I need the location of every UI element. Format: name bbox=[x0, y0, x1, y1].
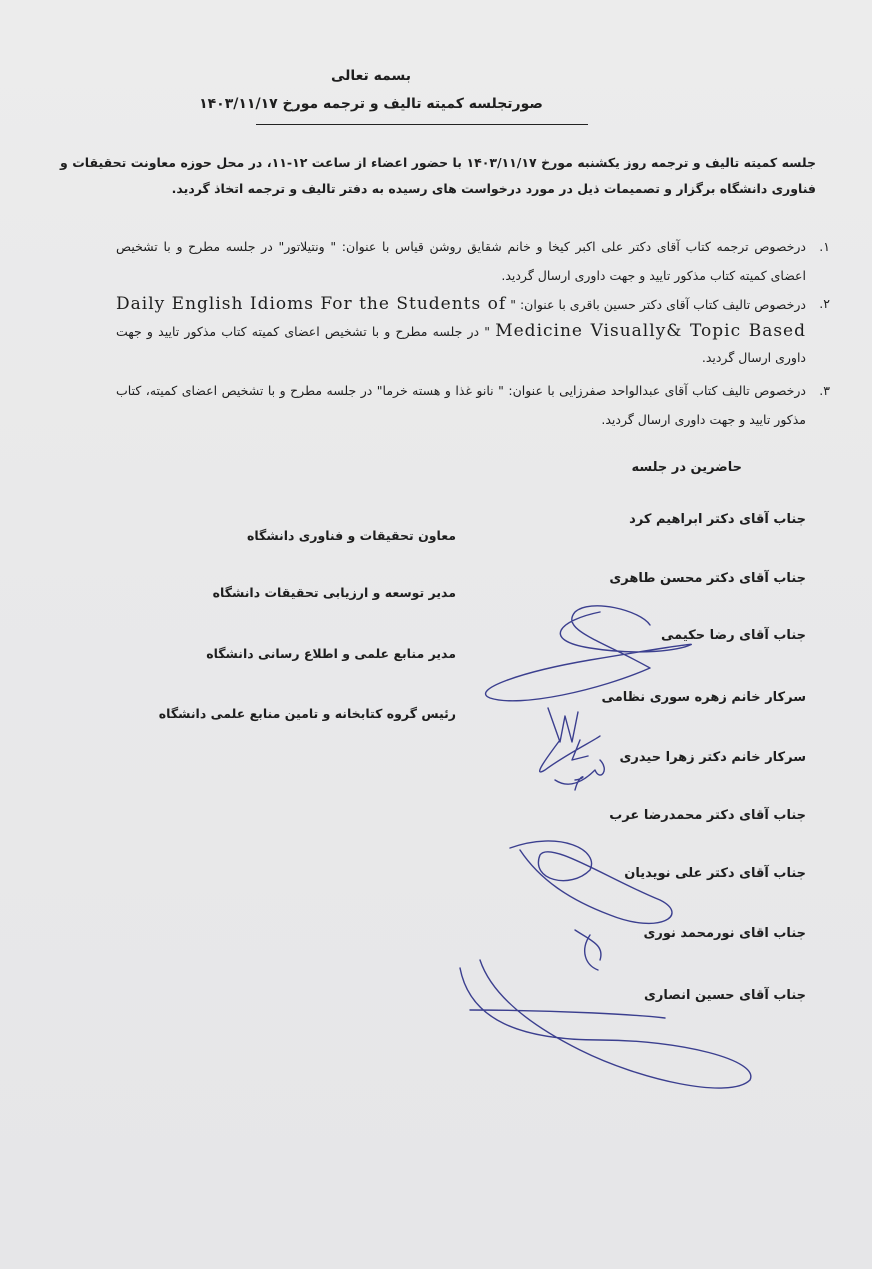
signature-ansari bbox=[460, 960, 751, 1088]
attendee-role: رئیس گروه کتابخانه و تامین منابع علمی دانشگاه bbox=[158, 706, 456, 721]
signature-navidian bbox=[510, 841, 672, 923]
list-item-1 bbox=[116, 232, 830, 290]
page-subtitle: صورتجلسه کمیته تالیف و ترجمه مورخ ۱۴۰۳/۱۱/۱۷ bbox=[199, 96, 543, 112]
attendee-name: جناب آقای دکتر علی نویدیان bbox=[624, 866, 806, 881]
signature-hakimi bbox=[486, 606, 692, 701]
item-text: درخصوص تالیف کتاب آقای عبدالواحد صفرزایی با عنوان: " نانو غذا و هسته خرما" در جلسه مطرح و با تشخیص اعضای کمیته، کتاب مذکور تایید و جهت داوری ارسال گردید. bbox=[116, 383, 806, 427]
item-latin-title: Daily English Idioms For the Students of Medicine Visually& Topic Based bbox=[116, 294, 807, 341]
attendee-role: مدیر منابع علمی و اطلاع رسانی دانشگاه bbox=[206, 646, 456, 661]
attendee-name: سرکار خانم دکتر زهرا حیدری bbox=[619, 750, 806, 765]
attendee-role: معاون تحقیقات و فناوری دانشگاه bbox=[246, 528, 456, 543]
attendee-name: سرکار خانم زهره سوری نظامی bbox=[601, 690, 806, 705]
signature-nouri bbox=[575, 930, 601, 970]
item-text-after: " در جلسه مطرح و با تشخیص اعضای کمیته کتاب مذکور تایید و جهت داوری ارسال گردید. bbox=[116, 324, 806, 365]
page-title: بسمه تعالی bbox=[330, 68, 412, 84]
signature-souri bbox=[540, 708, 600, 772]
attendee-name: جناب اقای نورمحمد نوری bbox=[643, 926, 806, 941]
item-number: ۲. bbox=[819, 296, 830, 311]
signature-heydari bbox=[555, 760, 604, 790]
attendee-name: جناب آقای دکتر محسن طاهری bbox=[609, 571, 806, 586]
attendee-name: جناب آقای دکتر محمدرضا عرب bbox=[609, 808, 806, 823]
attendees-heading: حاضرین در جلسه bbox=[631, 460, 742, 475]
subtitle-underline bbox=[256, 124, 588, 125]
item-number: ۱. bbox=[819, 239, 830, 254]
intro-paragraph: جلسه کمیته تالیف و ترجمه روز یکشنبه مورخ ۱۴۰۳/۱۱/۱۷ با حضور اعضاء از ساعت ۱۲-۱۱، در محل حوزه معاونت تحقیقات و فناوری دانشگاه برگزار و تصمیمات ذیل در مورد درخواست های رسیده به دفتر تالیف و ترجمه اتخاذ گردید. bbox=[60, 155, 816, 196]
item-number: ۳. bbox=[819, 383, 830, 398]
attendee-name: جناب آقای دکتر ابراهیم کرد bbox=[629, 512, 806, 527]
attendee-role: مدیر توسعه و ارزیابی تحقیقات دانشگاه bbox=[212, 585, 456, 600]
list-item-2 bbox=[116, 291, 830, 371]
item-text-before: درخصوص تالیف کتاب آقای دکتر حسین باقری با عنوان: " bbox=[510, 297, 806, 312]
list-item-3 bbox=[116, 376, 830, 434]
attendee-name: جناب آقای حسین انصاری bbox=[644, 988, 806, 1003]
item-text: درخصوص ترجمه کتاب آقای دکتر علی اکبر کیخا و خانم شقایق روشن قیاس با عنوان: " ونتیلاتور" در جلسه مطرح و با تشخیص اعضای کمیته کتاب مذکور تایید و جهت داوری ارسال گردید. bbox=[116, 239, 806, 283]
attendee-name: جناب آقای رضا حکیمی bbox=[661, 628, 806, 643]
